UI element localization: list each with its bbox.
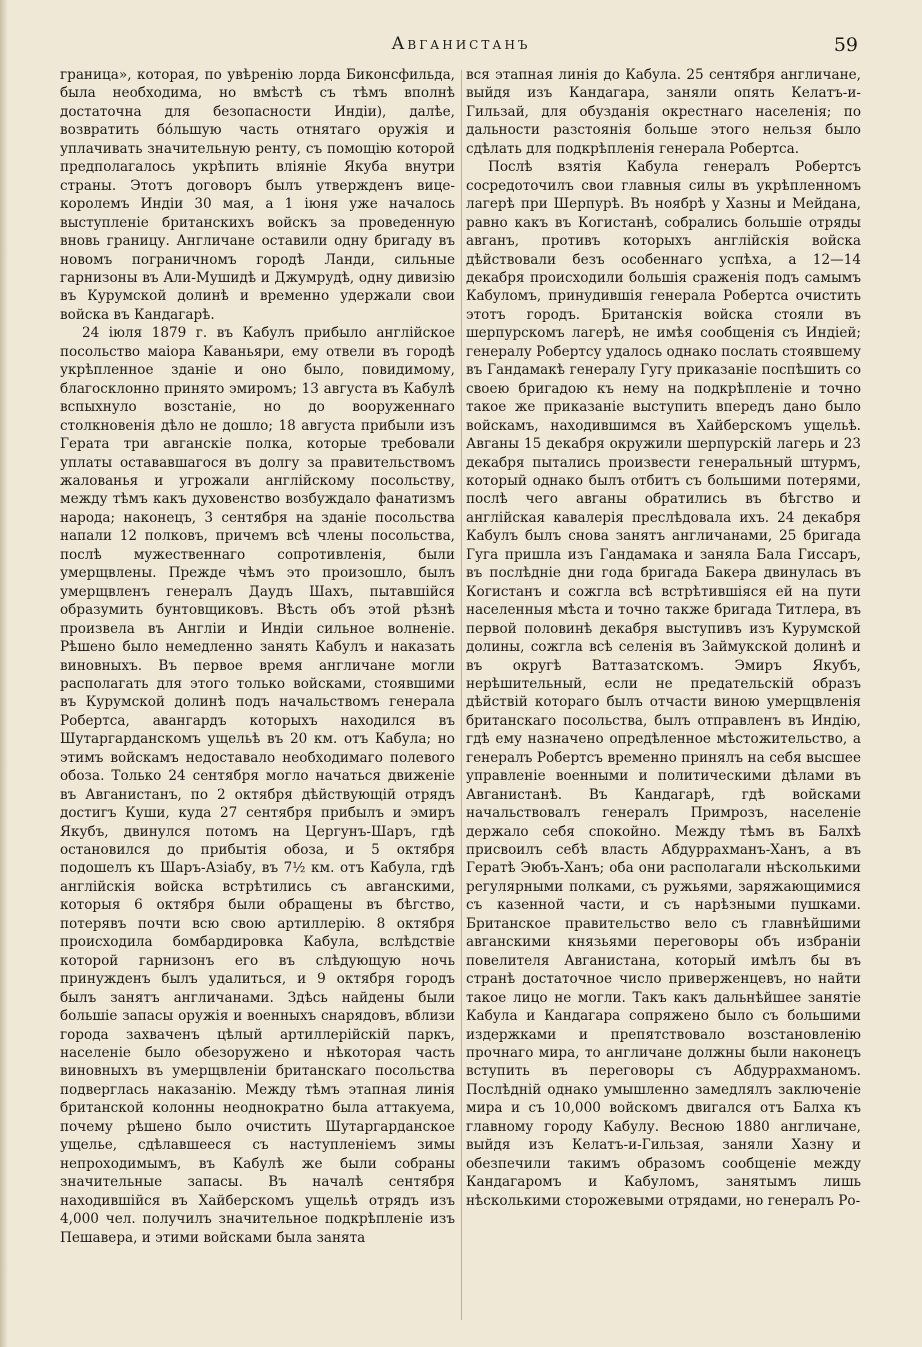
left-column	[60, 66, 455, 1247]
left-paragraph-2: 24 іюля 1879 г. въ Кабулъ прибыло англійское посольство маіора Каваньяри, ему отвели въ городѣ укрѣпленное зданіе и оно было, повидимому, благосклонно принято эмиромъ; 13 августа въ Кабулѣ вспыхнуло возстаніе, но до вооруженнаго столкновенія дѣло не дошло; 18 августа прибыли изъ Герата три авганскіе полка, которые требовали уплаты остававшагося въ долгу за правительствомъ жалованья и угрожали англійскому посольству, между тѣмъ какъ духовенство возбуждало фанатизмъ народа; наконецъ, 3 сентября на зданіе посольства напали 12 полковъ, причемъ всѣ члены посольства, послѣ мужественнаго сопротивленія, были умерщвлены. Прежде чѣмъ это произошло, былъ умерщвленъ генералъ Даудъ Шахъ, пытавшійся образумить бунтовщиковъ. Вѣсть объ этой рѣзнѣ произвела въ Англіи и Индіи сильное волненіе. Рѣшено было немедленно занять Кабулъ и наказать виновныхъ. Въ первое время англичане могли располагать для этого только войсками, стоявшими въ Курумской долинѣ подъ начальствомъ генерала Робертса, авангардъ которыхъ находился въ Шутаргарданскомъ ущельѣ въ 20 км. отъ Кабула; но этимъ войскамъ недоставало необходимаго полевого обоза. Только 24 сентября могло начаться движеніе въ Авганистанъ, по 2 октября дѣйствующій отрядъ достигъ Куши, куда 27 сентября прибылъ и эмиръ Якубъ, двинулся потомъ на Цергунъ-Шаръ, гдѣ остановился до прибытія обоза, и 5 октября подошелъ къ Шаръ-Азіабу, въ 7½ км. отъ Кабула, гдѣ англійскія войска встрѣтились съ авганскими, которыя 6 октября были обращены въ бѣгство, потерявъ почти всю свою артиллерію. 8 октября происходила бомбардировка Кабула, вслѣдствіе которой гарнизонъ его въ слѣдующую ночь принужденъ былъ удалиться, и 9 октября городъ былъ занятъ англичанами. Здѣсь найдены были большіе запасы оружія и военныхъ снарядовъ, вблизи города захваченъ цѣлый артиллерійскій паркъ, населеніе было обезоружено и нѣкоторая часть виновныхъ въ умерщвленіи британскаго посольства подверглась наказанію. Между тѣмъ этапная линія британской колонны неоднократно была аттакуема, почему рѣшено было очистить Шутаргарданское ущелье, сдѣлавшееся съ наступленіемъ зимы непроходимымъ, въ Кабулѣ же были собраны значительные запасы. Въ началѣ сентября находившійся въ Хайберскомъ ущельѣ отрядъ изъ 4,000 чел. получилъ значительное подкрѣпленіе изъ Пешавера, и этими войсками была занята	[60, 325, 455, 1246]
right-column	[466, 66, 861, 1210]
right-paragraph-1: вся этапная линія до Кабула. 25 сентября англичане, выйдя изъ Кандагара, заняли опять Келатъ-и-Гильзай, для обузданія окрестнаго населенія; по дальности разстоянія больше этого нельзя было сдѣлать для подкрѣпленія генерала Робертса.	[466, 67, 861, 157]
page-header	[60, 34, 862, 58]
column-divider	[461, 70, 462, 1320]
page-edge-shadow	[0, 0, 8, 1347]
left-paragraph-1: граница», которая, по увѣренію лорда Биконсфильда, была необходима, но вмѣстѣ съ тѣмъ вполнѣ достаточна для безопасности Индіи), далѣе, возвратить бо́льшую часть отнятаго оружія и уплачивать значительную ренту, съ помощію которой предполагалось укрѣпить вліяніе Якуба внутри страны. Этотъ договоръ былъ утвержденъ вице-королемъ Индіи 30 мая, а 1 іюня уже началось выступленіе британскихъ войскъ за проведенную вновь границу. Англичане оставили одну бригаду въ новомъ пограничномъ городѣ Ланди, сильные гарнизоны въ Али-Мушидѣ и Джумрудѣ, одну дивизію въ Курумской долинѣ и временно удержали свои войска въ Кандагарѣ.	[60, 67, 455, 323]
running-title: Авганистанъ	[391, 34, 531, 54]
page-number: 59	[833, 34, 858, 56]
right-paragraph-2: Послѣ взятія Кабула генералъ Робертсъ сосредоточилъ свои главныя силы въ укрѣпленномъ лагерѣ при Шерпурѣ. Въ ноябрѣ у Хазны и Мейдана, равно какъ въ Когистанѣ, собрались большіе отряды авганъ, противъ которыхъ англійскія войска дѣйствовали безъ особеннаго успѣха, а 12—14 декабря происходили большія сраженія подъ самымъ Кабуломъ, принудившія генерала Робертса очистить этотъ городъ. Британскія войска стояли въ шерпурскомъ лагерѣ, не имѣя сообщенія съ Индіей; генералу Робертсу удалось однако послать стоявшему въ Гандамакѣ генералу Гугу приказаніе поспѣшить со своею бригадою къ нему на подкрѣпленіе и точно такое же приказаніе выступить впередъ дано было войскамъ, находившимся въ Хайберскомъ ущельѣ. Авганы 15 декабря окружили шерпурскій лагерь и 23 декабря пытались произвести генеральный штурмъ, который однако былъ отбитъ съ большими потерями, послѣ чего авганы обратились въ бѣгство и англійская кавалерія преслѣдовала ихъ. 24 декабря Кабулъ былъ снова занятъ англичанами, 25 бригада Гуга пришла изъ Гандамака и заняла Бала Гиссаръ, въ послѣдніе дни года бригада Бакера двинулась въ Когистанъ и сожгла всѣ встрѣтившіяся ей на пути населенныя мѣста и точно также бригада Титлера, въ первой половинѣ декабря выступивъ изъ Курумской долины, сожгла всѣ селенія въ Займукской долинѣ и въ округѣ Ваттазатскомъ. Эмиръ Якубъ, нерѣшительный, если не предательскій образъ дѣйствій котораго былъ отчасти виною умерщвленія британскаго посольства, былъ отправленъ въ Индію, гдѣ ему назначено опредѣленное мѣстожительство, а генералъ Робертсъ временно принялъ на себя высшее управленіе военными и политическими дѣлами въ Авганистанѣ. Въ Кандагарѣ, гдѣ войсками начальствовалъ генералъ Примрозъ, населеніе держало себя спокойно. Между тѣмъ въ Балхѣ присвоилъ себѣ власть Абдуррахманъ-Ханъ, а въ Гератѣ Эюбъ-Ханъ; оба они располагали нѣсколькими регулярными полками, съ ружьями, заряжающимися съ казенной части, и съ нарѣзными пушками. Британское правительство вело съ главнѣйшими авганскими князьями переговоры объ избраніи повелителя Авганистана, который имѣлъ бы въ странѣ достаточное число приверженцевъ, но найти такое лицо не могли. Такъ какъ дальнѣйшее занятіе Кабула и Кандагара сопряжено было съ большими издержками и препятствовало возстановленію прочнаго мира, то англичане должны были наконецъ вступить въ переговоры съ Абдуррахманомъ. Послѣдній однако умышленно замедлялъ заключеніе мира и съ 10,000 войскомъ двигался отъ Балха къ главному городу Кабулу. Весною 1880 англичане, выйдя изъ Келатъ-и-Гильзая, заняли Хазну и обезпечили такимъ образомъ сообщеніе между Кандагаромъ и Кабуломъ, занятымъ лишь нѣсколькими сторожевыми отрядами, но генералъ Ро-	[466, 159, 861, 1209]
